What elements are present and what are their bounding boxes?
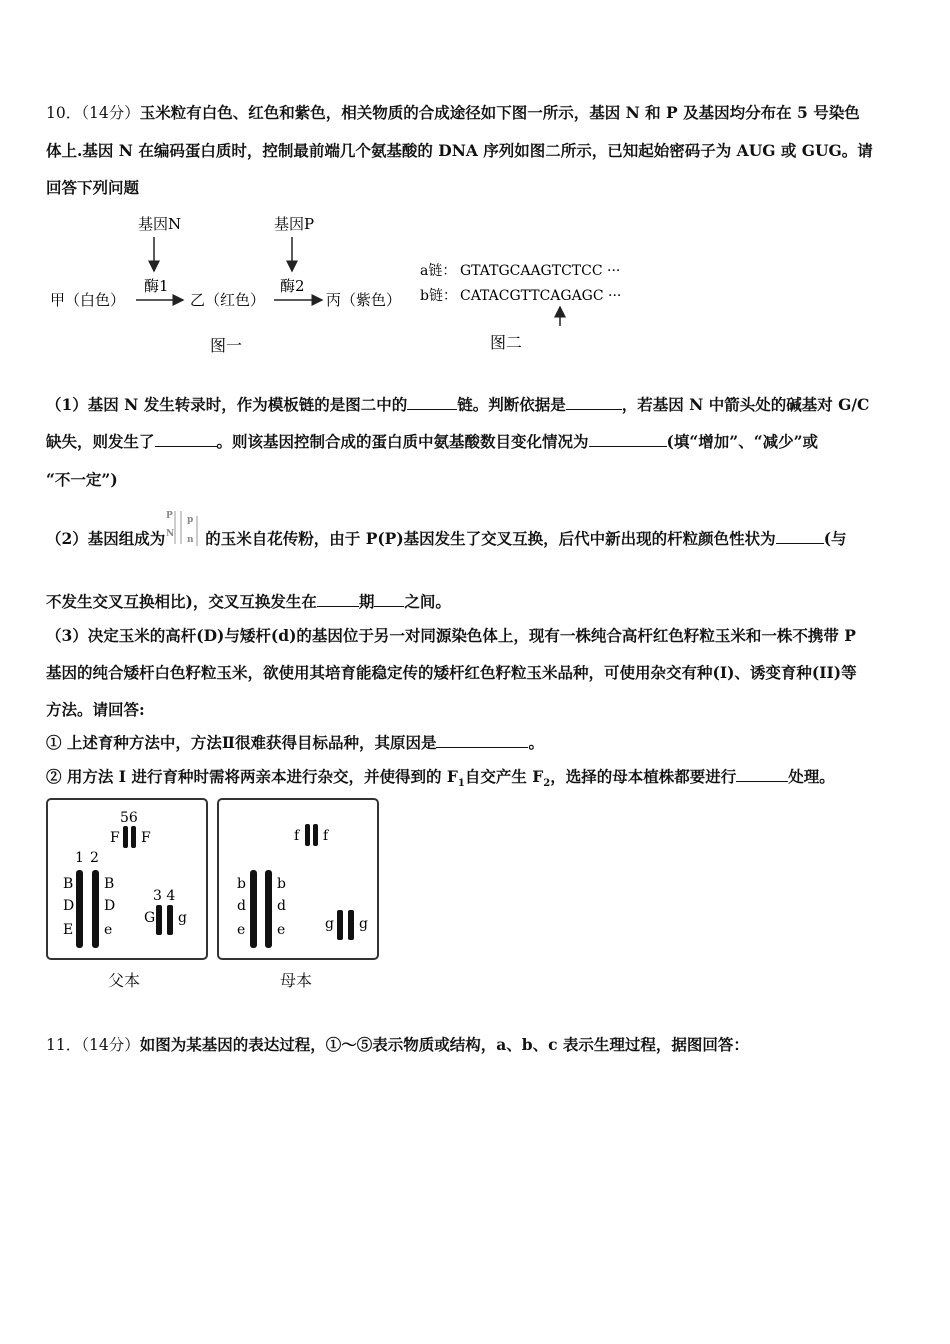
fig1-enzyme2-label: 酶2 — [280, 277, 305, 295]
q11-line — [46, 1035, 749, 1055]
mother-g-right: g — [359, 916, 368, 932]
father-caption: 父本 — [108, 971, 141, 990]
p1-text-c: ，若基因 N 中箭头处的碱基对 G/C — [621, 395, 870, 414]
p1-blank-mutation[interactable] — [155, 432, 217, 447]
p1-blank-aa-change[interactable] — [589, 432, 667, 447]
father-num-34: 3 4 — [153, 888, 176, 904]
mother-caption: 母本 — [280, 971, 313, 990]
mother-left-allele-1: b — [237, 876, 246, 892]
mother-right-allele-2: d — [277, 898, 286, 914]
p3-q2-text-c: ，选择的母本植株都要进行 — [550, 767, 737, 786]
father-right-allele-1: B — [104, 876, 115, 892]
mother-chromosome-box — [217, 798, 379, 960]
mother-chromosomes — [219, 800, 377, 958]
father-chrom-3 — [156, 905, 162, 935]
mother-chrom-5 — [305, 824, 310, 846]
father-chrom-6 — [131, 826, 136, 848]
q10-number: 10．（14分） — [46, 104, 140, 122]
q10-intro-line3: 回答下列问题 — [46, 178, 140, 197]
p2-line2 — [46, 592, 451, 612]
father-num-56: 56 — [120, 810, 138, 826]
p2-genotype-image — [165, 511, 205, 550]
p2-text-c: (与 — [823, 529, 847, 548]
p2-text-f: 之间。 — [404, 592, 451, 611]
p3-q1-line — [46, 733, 544, 753]
geno-p: P — [166, 511, 174, 521]
q10-intro-line2: 体上.基因 N 在编码蛋白质时，控制最前端几个氨基酸的 DNA 序列如图二所示，已知起始密码子为 AUG 或 GUG。请 — [46, 141, 873, 160]
p1-text-d: 缺失，则发生了 — [46, 432, 155, 451]
q11-number: 11．（14分） — [46, 1036, 140, 1054]
p3-q2-sub1: 1 — [457, 778, 465, 790]
fig2-a-seq: GTATGCAAGTCTCC ··· — [460, 263, 621, 279]
mother-left-allele-2: d — [237, 898, 246, 914]
p3-q2-text-a: ② 用方法 I 进行育种时需将两亲本进行杂交，并使得到的 F — [46, 767, 458, 786]
fig1-bing: 丙（紫色） — [326, 291, 402, 309]
mother-chrom-1 — [250, 870, 257, 948]
father-left-allele-2: D — [63, 898, 75, 914]
mother-right-allele-1: b — [277, 876, 286, 892]
mother-top-right: f — [323, 828, 329, 844]
p1-line1 — [46, 395, 869, 415]
p1-line3: “不一定”) — [46, 470, 118, 489]
mother-chrom-6 — [313, 824, 318, 846]
p2-blank-between[interactable] — [374, 592, 404, 607]
p2-blank-phase[interactable] — [317, 592, 359, 607]
p2-text-d: 不发生交叉互换相比)，交叉互换发生在 — [46, 592, 317, 611]
p3-q2-text-d: 处理。 — [788, 767, 835, 786]
father-right-allele-2: D — [104, 898, 116, 914]
figure-2-dna-sequence — [418, 255, 638, 360]
fig1-jia: 甲（白色） — [50, 291, 126, 309]
father-left-allele-1: B — [63, 876, 74, 892]
p2-text-a: （2）基因组成为 — [46, 529, 166, 548]
fig2-a-label: a链： — [420, 263, 457, 279]
p2-line1 — [46, 511, 847, 550]
father-chrom-5 — [123, 826, 128, 848]
p3-q1-end: 。 — [528, 733, 544, 752]
p1-text-f: (填“增加”、“减少”或 — [666, 432, 819, 451]
p2-blank-trait[interactable] — [776, 529, 824, 544]
p1-text-a: （1）基因 N 发生转录时，作为模板链的是图二中的 — [46, 395, 408, 414]
p2-text-e: 期 — [358, 592, 375, 611]
geno-n2: n — [187, 535, 194, 545]
fig1-caption: 图一 — [210, 336, 243, 355]
mother-g-left: g — [325, 916, 334, 932]
p1-text-b: 链。判断依据是 — [457, 395, 566, 414]
p3-line2: 基因的纯合矮杆白色籽粒玉米，欲使用其培育能稳定传的矮杆红色籽粒玉米品种，可使用杂交有种(I)、诱变育种(II)等 — [46, 663, 857, 682]
father-num-2: 2 — [90, 850, 99, 866]
fig2-b-label: b链： — [420, 288, 457, 304]
geno-n: N — [166, 529, 175, 539]
father-g-left: G — [144, 910, 156, 926]
father-chromosomes — [48, 800, 206, 958]
p2-text-b: 的玉米自花传粉，由于 P(P)基因发生了交叉互换，后代中新出现的杆粒颜色性状为 — [205, 529, 776, 548]
father-chrom-1 — [76, 870, 83, 948]
p3-q2-text-b: 自交产生 F — [464, 767, 544, 786]
p1-blank-reason[interactable] — [566, 395, 622, 410]
father-right-allele-3: e — [104, 922, 113, 938]
father-left-allele-3: E — [63, 922, 74, 938]
fig2-caption: 图二 — [490, 333, 523, 352]
p3-line3: 方法。请回答: — [46, 700, 145, 719]
fig1-yi: 乙（红色） — [190, 291, 266, 309]
q10-intro-line1 — [46, 103, 860, 123]
father-top-right: F — [141, 830, 151, 846]
fig1-gene-p-label: 基因P — [274, 215, 315, 233]
mother-chrom-4 — [348, 910, 354, 940]
father-chrom-4 — [167, 905, 173, 935]
p3-line1: （3）决定玉米的高杆(D)与矮杆(d)的基因位于另一对同源染色体上，现有一株纯合高杆红色籽粒玉米和一株不携带 P — [46, 626, 856, 645]
p3-q1-text: ① 上述育种方法中，方法Ⅱ很难获得目标品种，其原因是 — [46, 733, 437, 752]
fig1-gene-n-label: 基因N — [138, 215, 182, 233]
p1-blank-template-strand[interactable] — [407, 395, 457, 410]
fig2-b-seq: CATACGTTCAGAGC ··· — [460, 288, 622, 304]
q11-text: 如图为某基因的表达过程，①～⑤表示物质或结构，a、b、c 表示生理过程，据图回答： — [139, 1035, 749, 1054]
geno-p2: p — [187, 515, 194, 525]
p3-q2-blank[interactable] — [736, 767, 788, 782]
p3-q1-blank[interactable] — [436, 733, 528, 748]
father-top-left: F — [110, 830, 120, 846]
p1-text-e: 。则该基因控制合成的蛋白质中氨基酸数目变化情况为 — [216, 432, 589, 451]
figure-1-pathway — [40, 205, 430, 365]
mother-left-allele-3: e — [237, 922, 246, 938]
fig1-enzyme1-label: 酶1 — [144, 277, 169, 295]
father-chrom-2 — [92, 870, 99, 948]
mother-top-left: f — [294, 828, 300, 844]
p1-line2 — [46, 432, 818, 452]
father-chromosome-box — [46, 798, 208, 960]
p3-q2-line — [46, 767, 835, 794]
q10-intro-text1: 玉米粒有白色、红色和紫色，相关物质的合成途径如下图一所示，基因 N 和 P 及基因均分布在 5 号染色 — [139, 103, 860, 122]
mother-chrom-2 — [265, 870, 272, 948]
mother-chrom-3 — [337, 910, 343, 940]
p3-q2-sub2: 2 — [543, 778, 551, 790]
mother-right-allele-3: e — [277, 922, 286, 938]
father-g-right: g — [178, 910, 187, 926]
father-num-1: 1 — [75, 850, 84, 866]
